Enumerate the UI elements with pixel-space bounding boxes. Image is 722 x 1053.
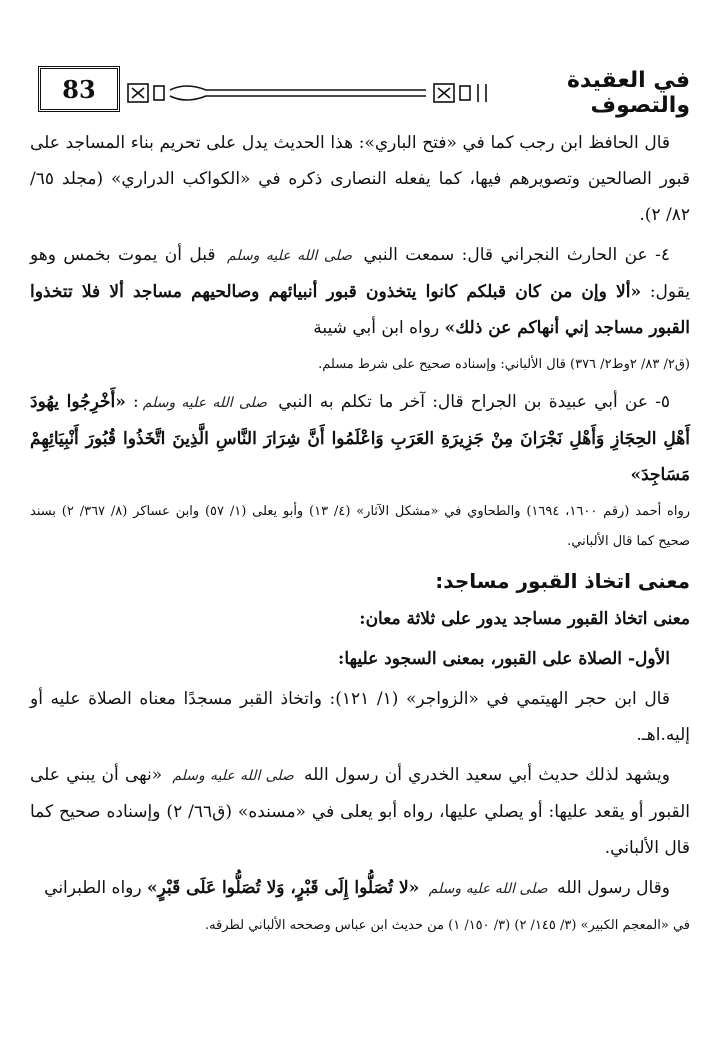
honorific-seal: صلى الله عليه وسلم [227, 248, 353, 264]
honorific-seal: صلى الله عليه وسلم [172, 768, 294, 784]
honorific-seal: صلى الله عليه وسلم [142, 395, 268, 411]
abu-said-text: «نهى أن يبني على القبور أو يقعد عليها: أو يصلي عليها، رواه أبو يعلى في «مسنده» (ق٦٦/ ٢) وإسناده صحيح كما قال الألباني. [30, 765, 690, 858]
honorific-seal: صلى الله عليه وسلم [428, 881, 548, 897]
abu-said-intro: ويشهد لذلك حديث أبي سعيد الخدري أن رسول الله [304, 765, 671, 785]
tabarani-source: رواه الطبراني [44, 878, 142, 898]
paragraph-hadith-5: ٥- عن أبي عبيدة بن الجراح قال: آخر ما تكلم به النبي صلى الله عليه وسلم: «أَخْرِجُوا يهُودَ أَهْلِ الحِجَازِ وَأَهْلِ نَجْرَانَ مِنْ جَزِيرَةِ العَرَبِ وَاعْلَمُوا أَنَّ شِرَارَ النَّاسِ الَّذِينَ اتَّخَذُوا قُبُورَ أَنْبِيَائِهِمْ مَسَاجِدَ» [30, 392, 690, 485]
hadith-5-intro: ٥- عن أبي عبيدة بن الجراح قال: آخر ما تكلم به النبي [278, 392, 671, 412]
hadith-5-text: «أَخْرِجُوا يهُودَ أَهْلِ الحِجَازِ وَأَهْلِ نَجْرَانَ مِنْ جَزِيرَةِ العَرَبِ وَاعْلَمُوا أَنَّ شِرَارَ النَّاسِ الَّذِينَ اتَّخَذُوا قُبُورَ أَنْبِيَائِهِمْ مَسَاجِدَ» [30, 392, 690, 485]
meanings-intro: معنى اتخاذ القبور مساجد يدور على ثلاثة معان: [359, 609, 690, 629]
tabarani-intro: وقال رسول الله [557, 878, 670, 898]
page-number-box [38, 66, 120, 112]
paragraph-hadith-4 [30, 237, 690, 346]
page-body [30, 125, 690, 945]
paragraph-haytami: قال ابن حجر الهيتمي في «الزواجر» (١/ ١٢١): واتخاذ القبر مسجدًا معناه الصلاة عليه أو إليه.اهـ. [30, 689, 690, 745]
hadith-4-source: رواه ابن أبي شيبة [313, 318, 440, 338]
reference-ahmad: رواه أحمد (رقم ١٦٠٠، ١٦٩٤) والطحاوي في «مشكل الآثار» (٤/ ١٣) وأبو يعلى (١/ ٥٧) وابن عساكر (٨/ ٣٦٧/ ٢) بسند صحيح كما قال الألباني. [30, 504, 691, 549]
hadith-4-intro: ٤- عن الحارث النجراني قال: سمعت النبي [363, 245, 671, 265]
section-heading: معنى اتخاذ القبور مساجد: [435, 569, 690, 593]
paragraph-tabarani [30, 870, 690, 907]
page-header [30, 60, 690, 120]
paragraph-ibn-rajab: قال الحافظ ابن رجب كما في «فتح الباري»: هذا الحديث يدل على تحريم بناء المساجد على قبور الصالحين وتصويرهم فيها، كما يفعله النصارى ذكره في «الكواكب الدراري» (مجلد ٦٥/ ٨٢/ ٢). [30, 133, 690, 225]
hadith-4-text: «ألا وإن من كان قبلكم كانوا يتخذون قبور أنبيائهم وصالحيهم مساجد ألا فلا تتخذوا القبور مساجد إني أنهاكم عن ذلك» [30, 282, 690, 338]
paragraph-abu-said [30, 757, 690, 866]
header-ornament [126, 78, 506, 108]
book-title: في العقيدة والتصوف [566, 68, 690, 118]
tabarani-hadith-text: «لا تُصَلُّوا إِلَى قَبْرٍ، وَلا تُصَلُّوا عَلَى قَبْرٍ» [147, 878, 420, 898]
page-number: 83 [62, 74, 96, 104]
reference-ibn-abi-shayba: (ق٢/ ٨٣/ ٢وط٢/ ٣٧٦) قال الألباني: وإسناده صحيح على شرط مسلم. [318, 357, 690, 372]
first-meaning: الأول- الصلاة على القبور، بمعنى السجود عليها: [338, 649, 670, 669]
reference-tabarani: في «المعجم الكبير» (٣/ ١٤٥/ ٢) (٣/ ١٥٠/ ١) من حديث ابن عباس وصححه الألباني لطرقه. [204, 918, 690, 933]
hadith-4-context: قبل أن يموت بخمس وهو يقول: [30, 245, 691, 302]
